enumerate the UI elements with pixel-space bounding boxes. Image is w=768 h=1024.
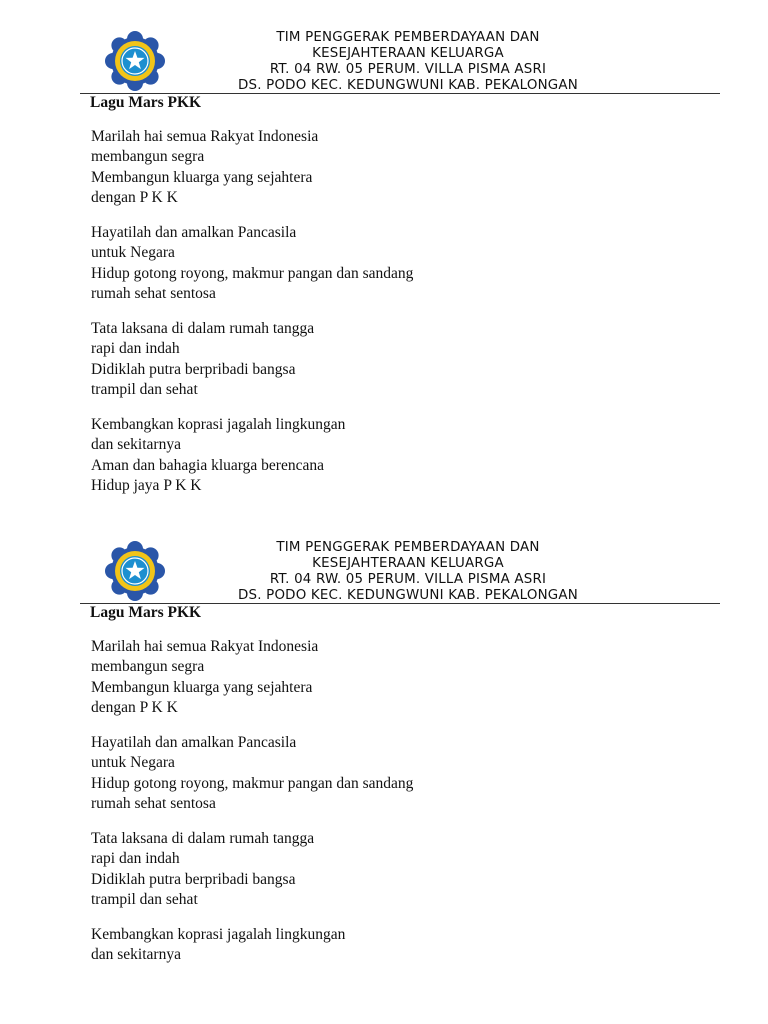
lyric-line: Hayatilah dan amalkan Pancasila	[91, 224, 297, 241]
lyric-line: rapi dan indah	[91, 850, 180, 868]
lyric-line: Membangun kluarga yang sejahtera	[91, 168, 313, 186]
lyric-line: Tata laksana di dalam rumah tangga	[91, 830, 315, 847]
lyric-line: membangun segra	[91, 658, 205, 676]
lyric-line: Marilah hai semua Rakyat Indonesia	[91, 128, 319, 145]
lyric-line: trampil dan sehat	[91, 380, 198, 398]
stanza-3	[91, 319, 314, 400]
address-line-2: DS. PODO KEC. KEDUNGWUNI KAB. PEKALONGAN	[238, 78, 578, 93]
lyric-line: rapi dan indah	[91, 340, 180, 358]
stanza-2	[91, 223, 413, 304]
lyric-line: Tata laksana di dalam rumah tangga	[91, 320, 315, 337]
lyric-line: Hayatilah dan amalkan Pancasila	[91, 734, 297, 751]
lyric-line: Didiklah putra berpribadi bangsa	[91, 360, 296, 378]
letterhead-text	[180, 540, 636, 604]
lyric-line: dan sekitarnya	[91, 946, 181, 964]
lyric-line: Hidup gotong royong, makmur pangan dan sandang	[91, 774, 414, 792]
lyric-line: dengan P K K	[91, 698, 178, 716]
stanza-1	[91, 637, 318, 718]
lyric-line: Aman dan bahagia kluarga berencana	[91, 456, 324, 474]
lyric-line: membangun segra	[91, 148, 205, 166]
org-name-line-2: KESEJAHTERAAN KELUARGA	[312, 556, 504, 571]
lyric-line: Kembangkan koprasi jagalah lingkungan	[91, 926, 346, 943]
song-title: Lagu Mars PKK	[90, 94, 202, 111]
lyric-line: trampil dan sehat	[91, 890, 198, 908]
stanza-1	[91, 127, 318, 208]
stanza-4	[91, 415, 345, 496]
lyric-line: Marilah hai semua Rakyat Indonesia	[91, 638, 319, 655]
pkk-logo-icon	[100, 540, 170, 602]
address-line-1: RT. 04 RW. 05 PERUM. VILLA PISMA ASRI	[269, 572, 547, 587]
lyric-line: rumah sehat sentosa	[91, 284, 216, 302]
address-line-1: RT. 04 RW. 05 PERUM. VILLA PISMA ASRI	[269, 62, 547, 77]
song-title: Lagu Mars PKK	[90, 604, 202, 621]
lyric-line: Hidup jaya P K K	[91, 476, 202, 494]
org-name-line-1: TIM PENGGERAK PEMBERDAYAAN DAN	[276, 540, 540, 555]
lyric-line: Hidup gotong royong, makmur pangan dan sandang	[91, 264, 414, 282]
address-line-2: DS. PODO KEC. KEDUNGWUNI KAB. PEKALONGAN	[238, 588, 578, 603]
letterhead-text	[180, 30, 636, 94]
pkk-logo-icon	[100, 30, 170, 92]
lyric-line: untuk Negara	[91, 754, 175, 772]
org-name-line-2: KESEJAHTERAAN KELUARGA	[312, 46, 504, 61]
lyric-line: Kembangkan koprasi jagalah lingkungan	[91, 416, 346, 433]
lyric-line: rumah sehat sentosa	[91, 794, 216, 812]
lyric-line: dengan P K K	[91, 188, 178, 206]
stanza-2	[91, 733, 413, 814]
org-name-line-1: TIM PENGGERAK PEMBERDAYAAN DAN	[276, 30, 540, 45]
lyric-line: Membangun kluarga yang sejahtera	[91, 678, 313, 696]
lyric-line: Didiklah putra berpribadi bangsa	[91, 870, 296, 888]
stanza-4-partial	[91, 925, 345, 966]
lyric-line: dan sekitarnya	[91, 436, 181, 454]
lyric-line: untuk Negara	[91, 244, 175, 262]
stanza-3	[91, 829, 314, 910]
